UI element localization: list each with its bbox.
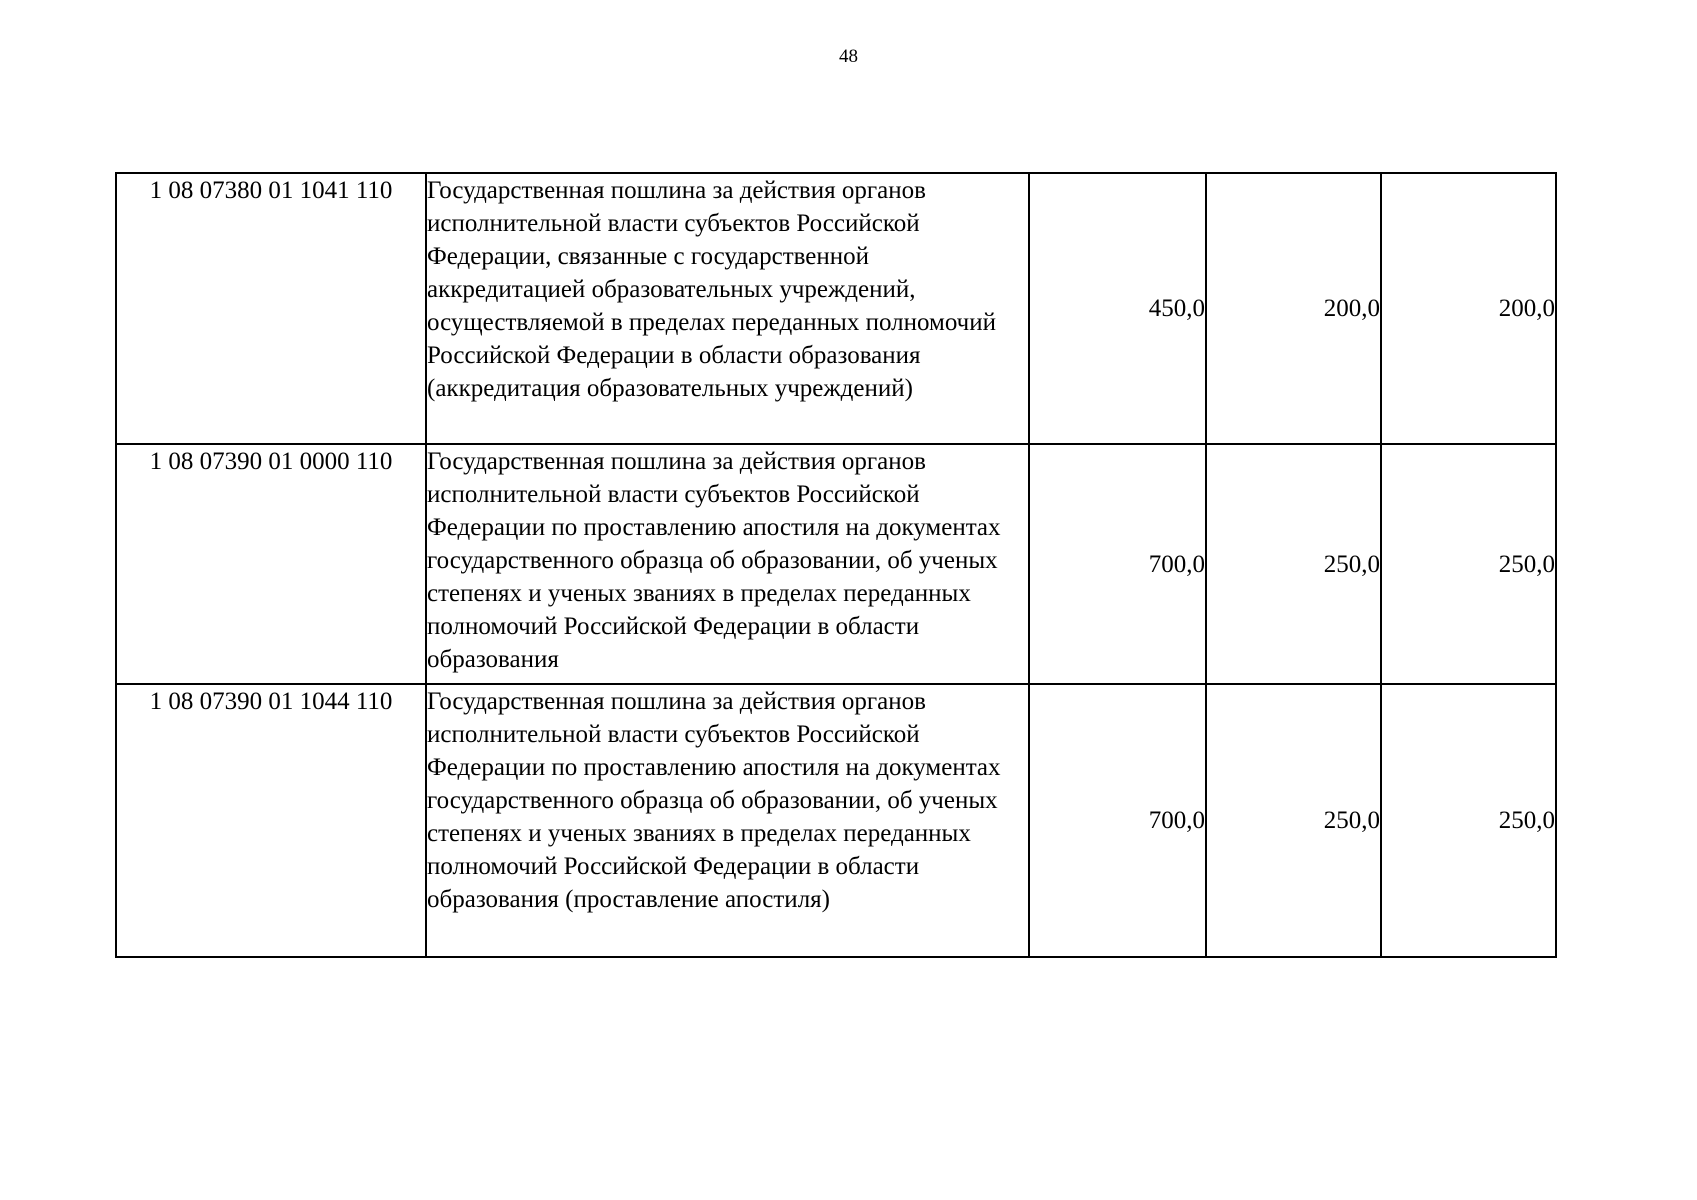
budget-code: 1 08 07390 01 1044 110 [116,684,426,957]
revenue-description: Государственная пошлина за действия органов исполнительной власти субъектов Российской Федерации, связанные с государственной аккредитацией образовательных учреждений, осуществляемой в пределах переданных полномочий Российской Федерации в области образования (аккредитация образовательных учреждений) [426,173,1029,444]
revenue-table [115,172,1557,958]
value-year-1: 700,0 [1029,444,1206,684]
value-year-1: 700,0 [1029,684,1206,957]
table-row [116,684,1556,957]
table-row [116,444,1556,684]
revenue-description: Государственная пошлина за действия органов исполнительной власти субъектов Российской Федерации по проставлению апостиля на документах государственного образца об образовании, об ученых степенях и ученых званиях в пределах переданных полномочий Российской Федерации в области образования [426,444,1029,684]
value-year-2: 250,0 [1206,684,1381,957]
value-year-2: 200,0 [1206,173,1381,444]
table-row [116,173,1556,444]
budget-code: 1 08 07380 01 1041 110 [116,173,426,444]
revenue-description: Государственная пошлина за действия органов исполнительной власти субъектов Российской Федерации по проставлению апостиля на документах государственного образца об образовании, об ученых степенях и ученых званиях в пределах переданных полномочий Российской Федерации в области образования (проставление апостиля) [426,684,1029,957]
budget-code: 1 08 07390 01 0000 110 [116,444,426,684]
value-year-3: 250,0 [1381,684,1556,957]
value-year-3: 200,0 [1381,173,1556,444]
value-year-1: 450,0 [1029,173,1206,444]
value-year-2: 250,0 [1206,444,1381,684]
page-number: 48 [839,46,858,67]
value-year-3: 250,0 [1381,444,1556,684]
